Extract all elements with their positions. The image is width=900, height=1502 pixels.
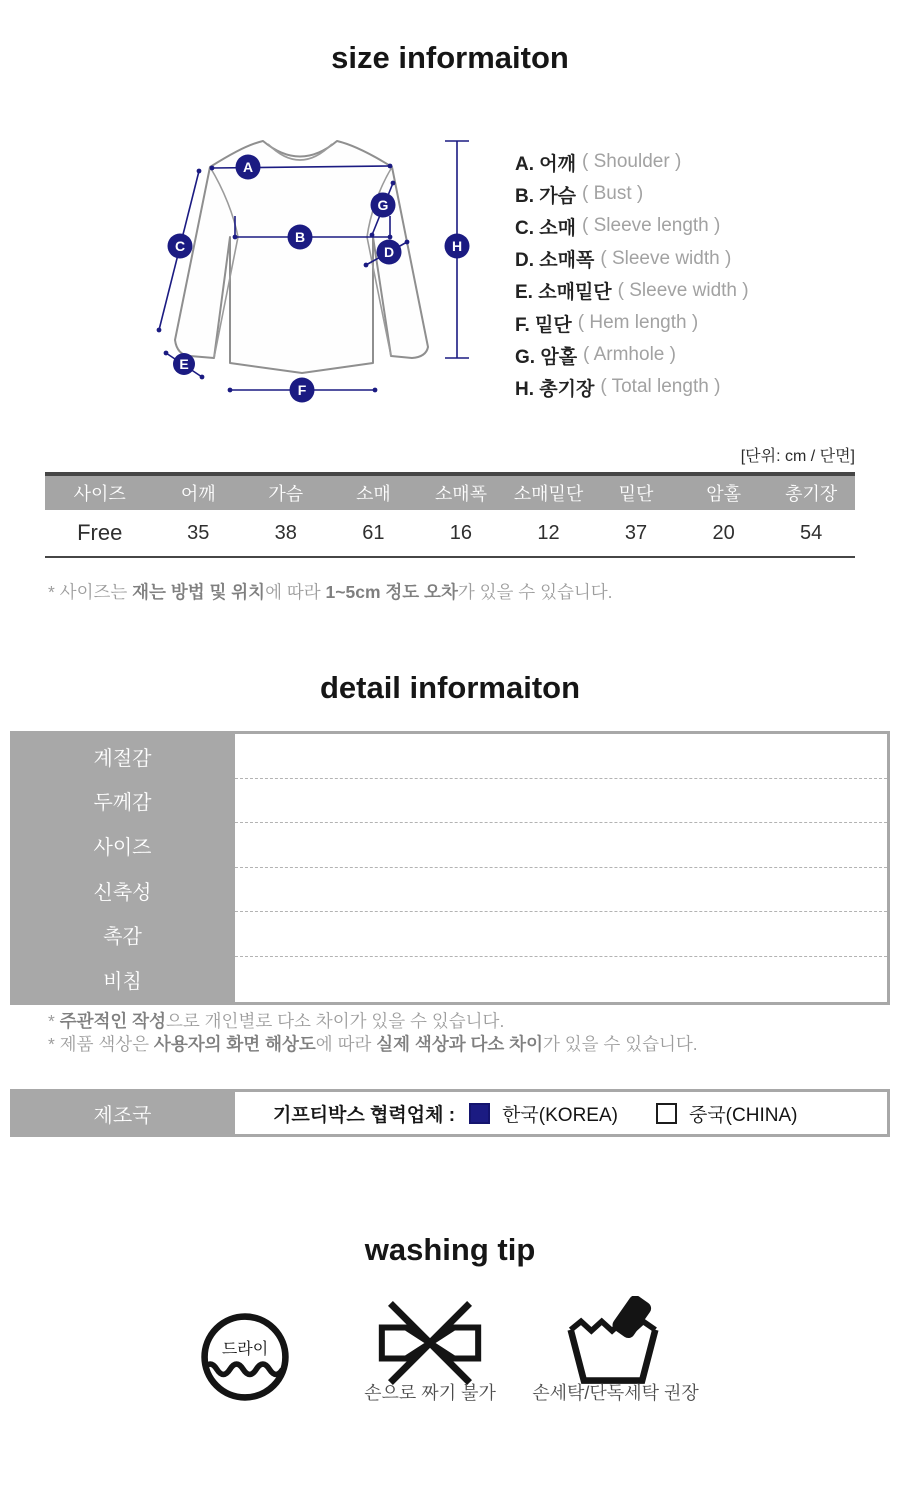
detail-content-column (235, 734, 887, 1002)
detail-row-label: 신축성 (93, 881, 152, 904)
washing-section-title: washing tip (364, 1232, 536, 1267)
size-table-header-cell: 가슴 (268, 484, 304, 504)
hand-wash-caption: 손세탁/단독세탁 권장 (532, 1383, 699, 1403)
measurement-legend (515, 146, 749, 404)
size-table-value-cell: 61 (362, 521, 385, 544)
detail-row-label: 비침 (103, 970, 142, 993)
marker-E (173, 353, 195, 375)
size-table-value-cell: 37 (624, 521, 648, 544)
legend-english-label: ( Sleeve length ) (582, 215, 721, 237)
svg-text:A: A (242, 159, 254, 175)
origin-prefix: 기프티박스 협력업체 : (273, 1104, 456, 1126)
size-table-value-cell: 54 (800, 521, 823, 544)
marker-A (236, 155, 261, 180)
detail-note-1: * 주관적인 작성으로 개인별로 다소 차이가 있을 수 있습니다. (48, 1011, 505, 1031)
svg-text:G: G (377, 197, 389, 213)
legend-english-label: ( Total length ) (600, 376, 721, 398)
size-table-header-cell: 사이즈 (73, 484, 126, 504)
detail-label-column (10, 734, 235, 1002)
size-table-header-cell: 소매 (355, 484, 391, 504)
size-table-header-cell: 어깨 (180, 484, 216, 504)
marker-F (290, 378, 315, 403)
detail-row-label: 촉감 (103, 926, 142, 949)
origin-option-label: 한국(KOREA) (502, 1104, 618, 1126)
size-note: * 사이즈는 재는 방법 및 위치에 따라 1~5cm 정도 오차가 있을 수 있습니다. (48, 582, 613, 602)
hand-wash-icon (558, 1296, 668, 1390)
svg-text:B: B (294, 229, 306, 245)
legend-english-label: ( Shoulder ) (582, 151, 682, 173)
svg-text:C: C (174, 238, 186, 254)
legend-english-label: ( Bust ) (582, 183, 644, 205)
size-section-title: size informaiton (331, 40, 569, 75)
marker-G (371, 193, 396, 218)
size-table-value-cell: 38 (274, 521, 297, 544)
legend-korean-label: E. 소매밑단 (515, 282, 612, 304)
legend-korean-label: D. 소매폭 (515, 250, 595, 272)
detail-note-2: * 제품 색상은 사용자의 화면 해상도에 따라 실제 색상과 다소 차이가 있을 수 있습니다. (48, 1034, 698, 1054)
legend-item (515, 307, 749, 339)
svg-text:D: D (383, 244, 395, 260)
size-table-value-cell: 35 (187, 521, 210, 544)
detail-row-label: 계절감 (93, 747, 152, 770)
marker-B (288, 225, 313, 250)
detail-row-label: 사이즈 (93, 836, 152, 859)
no-wring-caption: 손으로 짜기 불가 (364, 1383, 496, 1403)
size-table-value-cell: 12 (537, 521, 560, 544)
legend-korean-label: G. 암홀 (515, 346, 578, 368)
legend-korean-label: C. 소매 (515, 217, 576, 239)
size-table-value-cell: 16 (449, 521, 473, 544)
legend-english-label: ( Sleeve width ) (600, 247, 732, 269)
legend-korean-label: F. 밑단 (515, 314, 572, 336)
legend-item (515, 243, 749, 275)
detail-row (235, 823, 887, 868)
dry-clean-icon (198, 1310, 292, 1404)
size-table-value-cell: Free (77, 520, 123, 545)
origin-option (656, 1100, 797, 1127)
legend-korean-label: B. 가슴 (515, 185, 576, 207)
detail-row (235, 912, 887, 957)
size-table-header-row (45, 472, 855, 510)
origin-options (469, 1100, 797, 1127)
origin-table (10, 1089, 890, 1137)
legend-item (515, 210, 749, 242)
svg-text:E: E (179, 356, 189, 372)
legend-item (515, 178, 749, 210)
detail-notes (48, 1010, 698, 1056)
checkbox-icon (656, 1103, 677, 1124)
legend-english-label: ( Hem length ) (577, 312, 699, 334)
svg-text:드라이: 드라이 (221, 1341, 269, 1359)
size-table-header-cell: 소매밑단 (513, 484, 584, 504)
origin-option-label: 중국(CHINA) (688, 1104, 798, 1126)
origin-option (469, 1100, 618, 1127)
size-table (45, 472, 855, 558)
size-table-header-cell: 소매폭 (434, 484, 487, 504)
legend-item (515, 146, 749, 178)
detail-row (235, 734, 887, 779)
detail-row (235, 957, 887, 1002)
svg-text:H: H (451, 238, 463, 254)
origin-content (235, 1092, 887, 1134)
legend-item (515, 339, 749, 371)
size-table-header-cell: 밑단 (618, 484, 654, 504)
origin-row-label: 제조국 (93, 1104, 152, 1127)
size-table-header-cell: 총기장 (785, 484, 838, 504)
legend-item (515, 371, 749, 403)
detail-row (235, 868, 887, 913)
no-wring-icon (365, 1300, 495, 1386)
legend-item (515, 275, 749, 307)
marker-D (377, 240, 402, 265)
size-table-data-row (45, 510, 855, 558)
origin-label-column (10, 1092, 235, 1134)
svg-text:F: F (297, 382, 307, 398)
legend-english-label: ( Sleeve width ) (617, 279, 749, 301)
legend-english-label: ( Armhole ) (583, 344, 676, 366)
size-table-value-cell: 20 (712, 521, 735, 544)
legend-korean-label: A. 어깨 (515, 153, 576, 175)
garment-measurement-diagram (140, 128, 480, 418)
detail-table (10, 731, 890, 1005)
detail-row (235, 779, 887, 824)
detail-section-title: detail informaiton (319, 670, 581, 705)
detail-row-label: 두께감 (93, 792, 152, 815)
unit-label: [단위: cm / 단면] (740, 448, 855, 465)
checkbox-icon (469, 1103, 490, 1124)
legend-korean-label: H. 총기장 (515, 378, 595, 400)
marker-C (168, 234, 193, 259)
marker-H (445, 234, 470, 259)
size-table-header-cell: 암홀 (706, 484, 741, 504)
